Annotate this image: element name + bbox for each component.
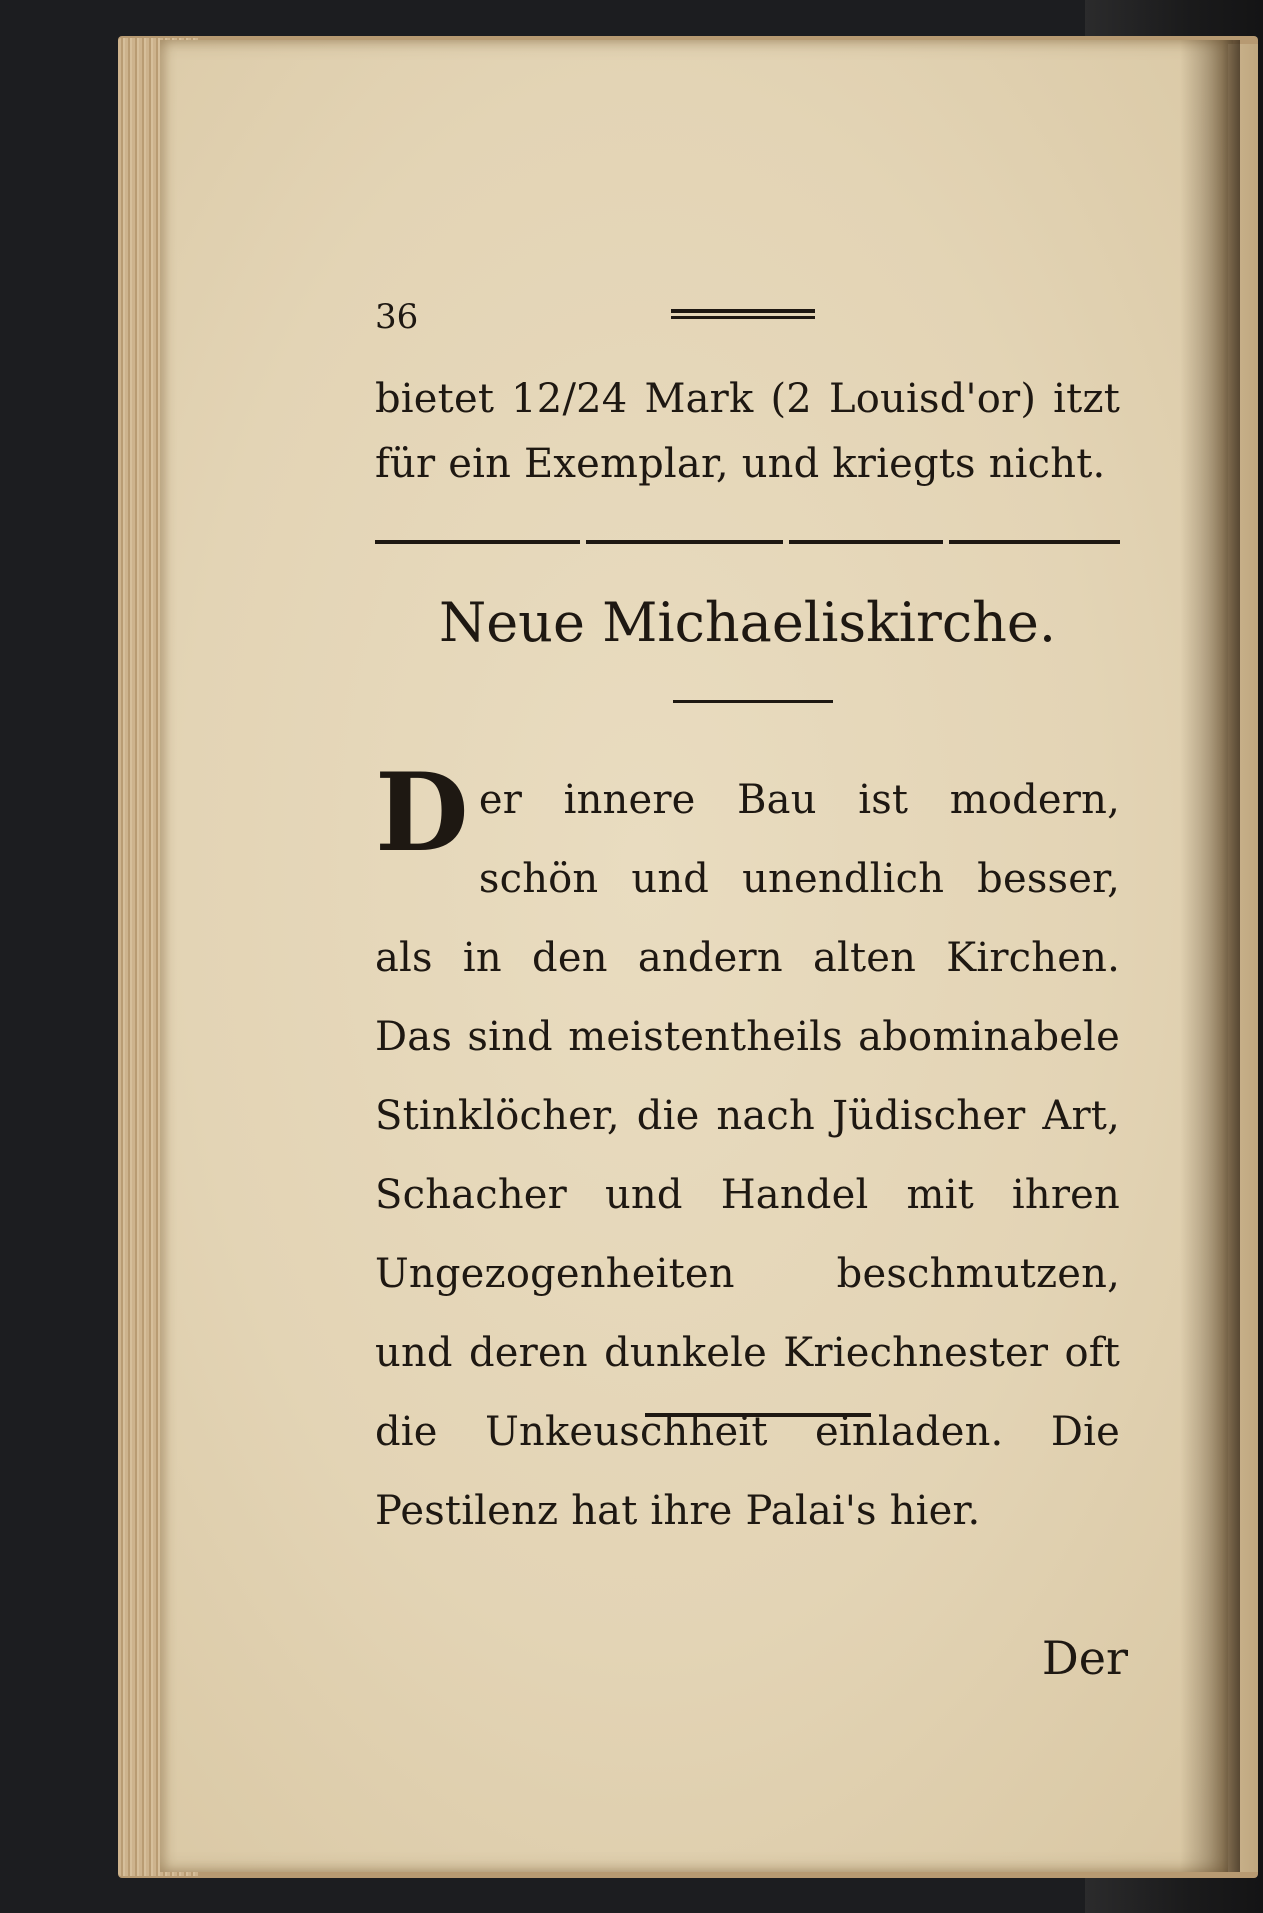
- section-title: Neue Michaeliskirche.: [438, 591, 1057, 654]
- opening-paragraph: bietet 12/24 Mark (2 Louisd'or) itzt für ein Exemplar, und kriegts nicht.: [375, 376, 1120, 487]
- page-number: 36: [375, 297, 419, 337]
- header-rule: [671, 309, 815, 319]
- drop-cap: D: [375, 750, 469, 876]
- gutter-shadow: [1180, 40, 1240, 1872]
- catchword: Der: [1041, 1631, 1128, 1685]
- end-rule: [645, 1413, 871, 1417]
- body-text: er innere Bau ist modern, schön und unendlich besser, als in den andern alten Kirchen. Das sind meistentheils abominabele Stinklöcher, die nach Jüdischer Art, Schacher und Handel mit ihren Ungezogenheiten beschmutzen, und deren dunkele Kriechnester oft die Unkeuschheit einladen. Die Pestilenz hat ihre Palai's hier.: [375, 777, 1120, 1534]
- section-divider: [375, 540, 1120, 544]
- body-paragraph: [375, 750, 1120, 1551]
- text-block: [375, 285, 1128, 1715]
- title-rule: [673, 700, 833, 703]
